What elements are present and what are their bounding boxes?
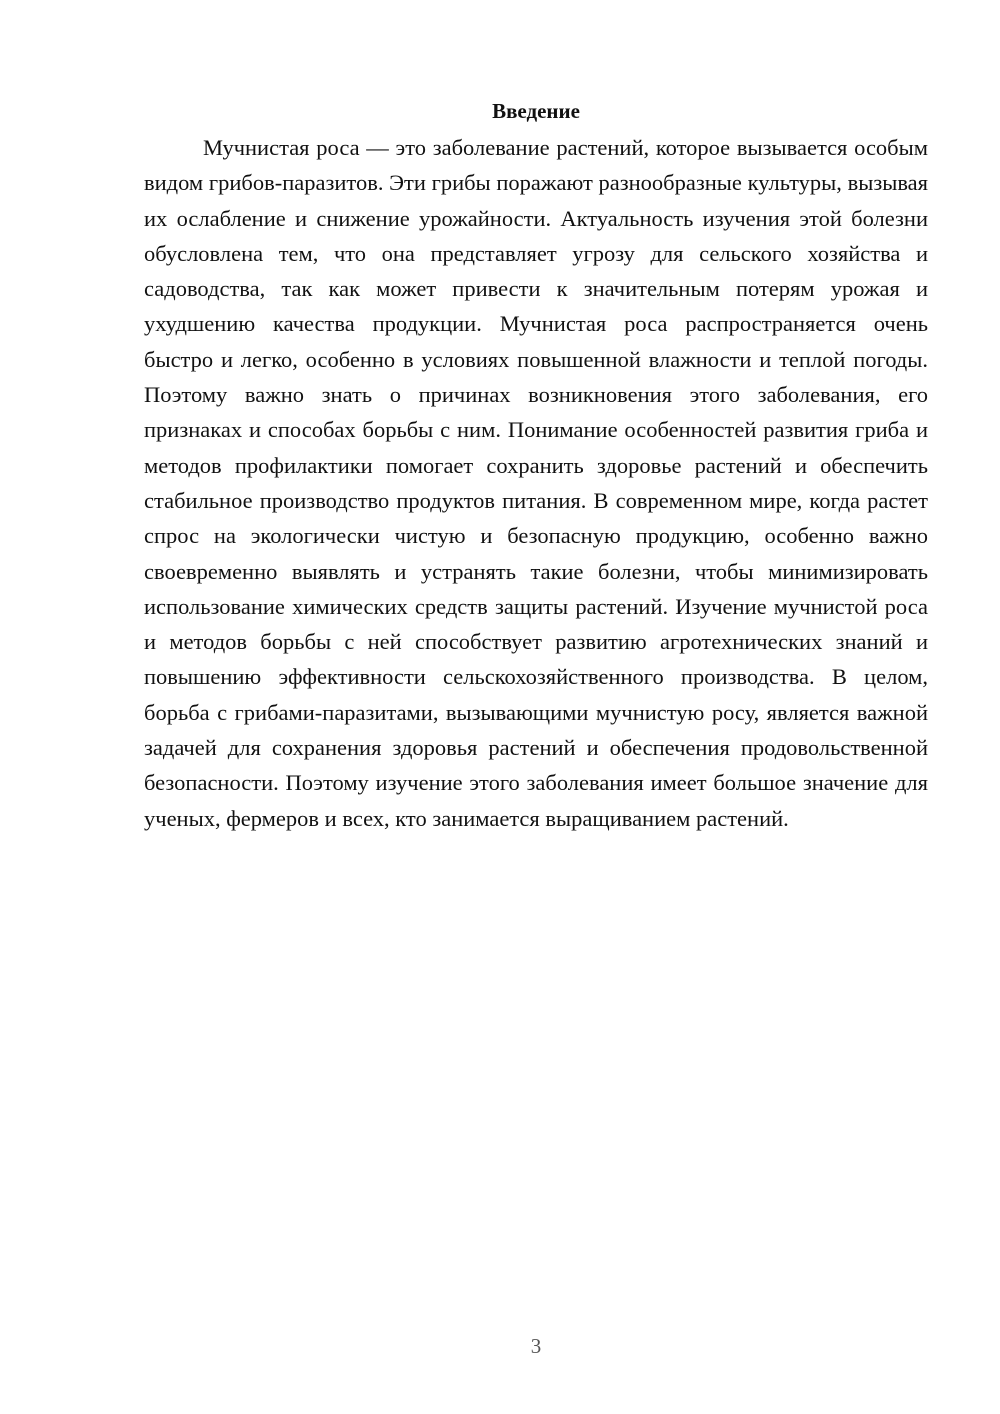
section-heading: Введение — [492, 99, 580, 123]
page-content — [144, 96, 928, 836]
body-paragraph: Мучнистая роса — это заболевание растений, которое вызывается особым видом грибов-паразитов. Эти грибы поражают разнообразные культуры, вызывая их ослабление и снижение урожайности. Актуальность изучения этой болезни обусловлена тем, что она представляет угрозу для сельского хозяйства и садоводства, так как может привести к значительным потерям урожая и ухудшению качества продукции. Мучнистая роса распространяется очень быстро и легко, особенно в условиях повышенной влажности и теплой погоды. Поэтому важно знать о причинах возникновения этого заболевания, его признаках и способах борьбы с ним. Понимание особенностей развития гриба и методов профилактики помогает сохранить здоровье растений и обеспечить стабильное производство продуктов питания. В современном мире, когда растет спрос на экологически чистую и безопасную продукцию, особенно важно своевременно выявлять и устранять такие болезни, чтобы минимизировать использование химических средств защиты растений. Изучение мучнистой роса и методов борьбы с ней способствует развитию агротехнических знаний и повышению эффективности сельскохозяйственного производства. В целом, борьба с грибами-паразитами, вызывающими мучнистую росу, является важной задачей для сохранения здоровья растений и обеспечения продовольственной безопасности. Поэтому изучение этого заболевания имеет большое значение для ученых, фермеров и всех, кто занимается выращиванием растений. — [144, 135, 928, 831]
page-number: 3 — [530, 1334, 542, 1358]
